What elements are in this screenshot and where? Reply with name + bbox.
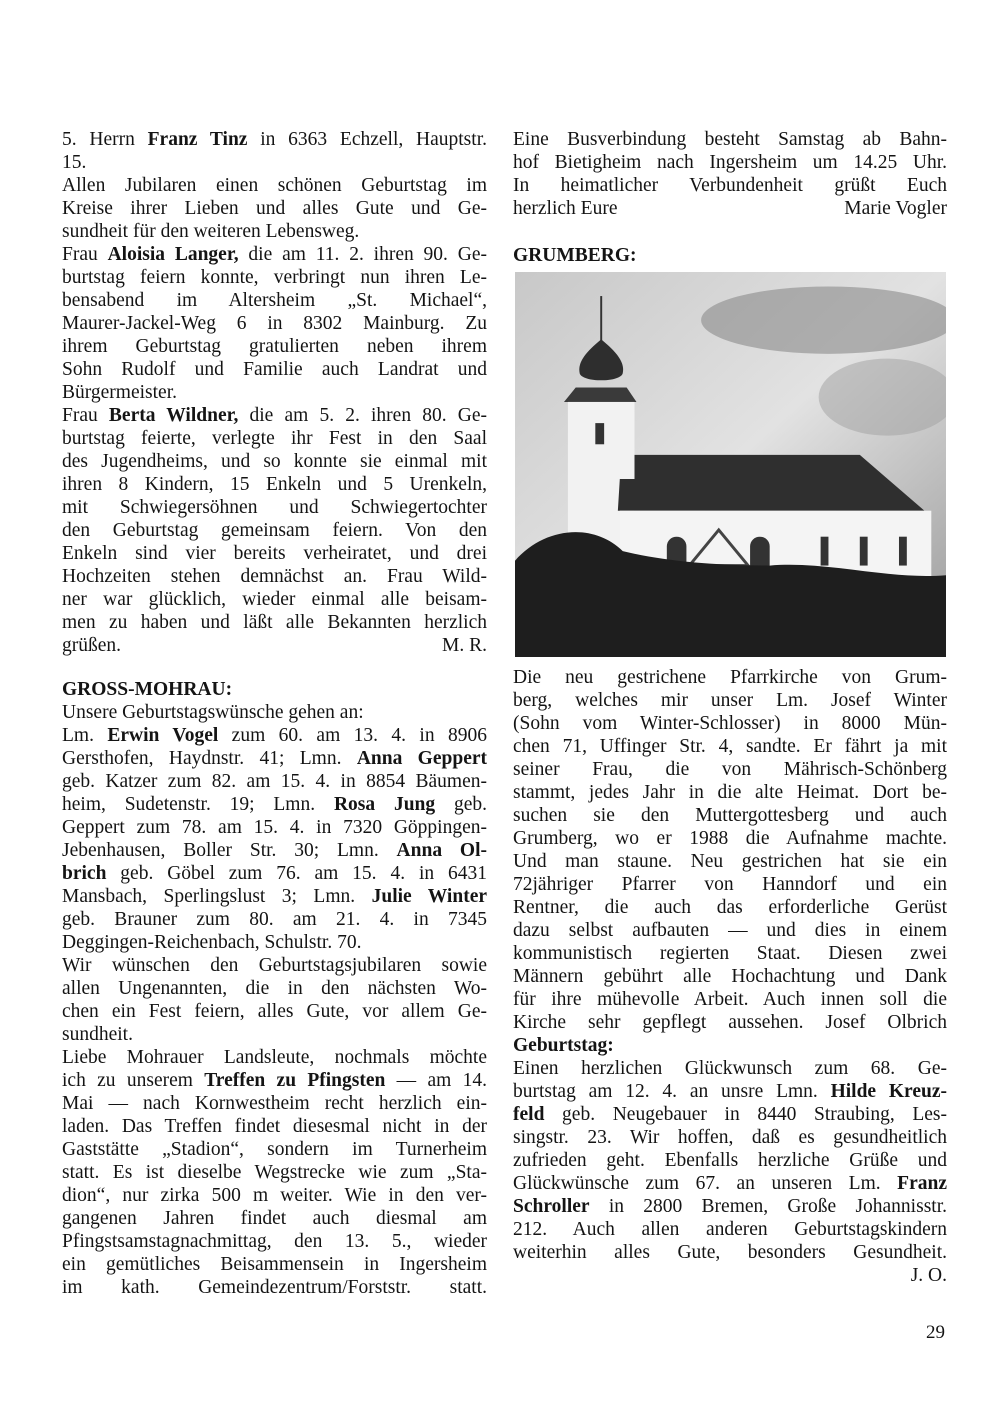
section-heading-grumberg: GRUMBERG: — [513, 245, 637, 266]
text: Enkeln sind vier bereits verheiratet, und drei — [62, 543, 487, 564]
text-line — [62, 358, 487, 381]
text-line — [62, 1046, 487, 1069]
text-line — [513, 666, 947, 689]
paragraph — [62, 174, 487, 243]
bold-name: Hilde Kreuz- — [830, 1081, 947, 1102]
text: seiner Frau, die von Mährisch-Schönberg — [513, 759, 947, 780]
text-line — [62, 1184, 487, 1207]
text: Einen herzlichen Glückwunsch zum 68. Ge- — [513, 1058, 947, 1079]
text: Und man staune. Neu gestrichen hat sie ein — [513, 851, 947, 872]
section-heading-gross-mohrau: GROSS-MOHRAU: — [62, 679, 233, 700]
text-line — [513, 1103, 947, 1126]
text-line — [513, 1195, 947, 1218]
text: Bürgermeister. — [62, 382, 177, 403]
church-photo — [515, 272, 946, 657]
text: Lm. — [62, 725, 108, 746]
text: Frau — [62, 405, 109, 426]
text: 72jähriger Pfarrer von Hanndorf und ein — [513, 874, 947, 895]
text-line — [62, 634, 487, 657]
text: Deggingen-Reichenbach, Schulstr. 70. — [62, 932, 362, 953]
paragraph — [62, 128, 487, 174]
text: burtstag am 12. 4. an unsre Lmn. — [513, 1081, 831, 1102]
text-line — [62, 151, 487, 174]
text-line — [62, 1000, 487, 1023]
text-line — [62, 335, 487, 358]
text-line — [513, 781, 947, 804]
text: Unsere Geburtstagswünsche gehen an: — [62, 702, 364, 723]
paragraph — [513, 1057, 947, 1287]
text: Rentner, die auch das erforderliche Gerüst — [513, 897, 947, 918]
text: zum 60. am 13. 4. in 8906 — [218, 725, 487, 746]
text-line — [62, 197, 487, 220]
text: dazu selbst aufbauten — und dies in einem — [513, 920, 947, 941]
text-line — [62, 427, 487, 450]
text: burtstag feiern konnte, verbringt nun ihren Le- — [62, 267, 487, 288]
text: allen Ungenannten, die in den nächsten Wo- — [62, 978, 487, 999]
article-birthdays-continued — [62, 128, 487, 657]
paragraph — [513, 666, 947, 1034]
text: — am 14. — [385, 1070, 488, 1091]
text: Gersthofen, Haydnstr. 41; Lmn. — [62, 748, 357, 769]
paragraph — [62, 1046, 487, 1299]
section-gross-mohrau — [62, 678, 487, 1299]
bold-name: Rosa Jung — [333, 794, 436, 815]
text: geb. — [435, 794, 488, 815]
text: grüßen. — [62, 635, 122, 656]
text: chen 71, Uffinger Str. 4, sandte. Er fährt ja mit — [513, 736, 947, 757]
text-line — [62, 404, 487, 427]
bold-name: brich — [62, 863, 107, 884]
text: geb. Neugebauer in 8440 Straubing, Les- — [544, 1104, 947, 1125]
text: ein gemütliches Beisammensein in Ingersheim — [62, 1254, 487, 1275]
text-line — [513, 1126, 947, 1149]
bold-name: Erwin Vogel — [107, 725, 219, 746]
text-line — [513, 873, 947, 896]
text-line — [62, 1138, 487, 1161]
text: des Jugendheims, und so konnte sie einmal mit — [62, 451, 487, 472]
text-line — [513, 1264, 947, 1287]
text: in 6363 Echzell, Hauptstr. — [247, 129, 487, 150]
text: herzlich Eure — [513, 198, 618, 219]
grumberg-caption-and-birthdays — [513, 666, 947, 1287]
text-line — [513, 1218, 947, 1241]
text: ner war glücklich, wieder einmal alle beisam- — [62, 589, 487, 610]
text-line — [62, 1207, 487, 1230]
page-number: 29 — [926, 1322, 945, 1343]
signature: Marie Vogler — [844, 198, 947, 219]
text: 5. Herrn — [62, 129, 148, 150]
paragraph — [62, 404, 487, 657]
text: In heimatlicher Verbundenheit grüßt Euch — [513, 175, 947, 196]
text: die am 5. 2. ihren 80. Ge- — [238, 405, 487, 426]
text: gangenen Jahren findet auch diesmal am — [62, 1208, 487, 1229]
text-line — [513, 689, 947, 712]
text-line — [513, 1172, 947, 1195]
text-line — [513, 1034, 947, 1057]
text-line — [513, 1241, 947, 1264]
text-line — [513, 1080, 947, 1103]
text-line — [62, 1276, 487, 1299]
text-line — [62, 1023, 487, 1046]
text: Die neu gestrichene Pfarrkirche von Grum- — [513, 667, 947, 688]
bold-name: Franz — [897, 1173, 947, 1194]
cloud — [701, 286, 946, 353]
text: burtstag feierte, verlegte ihr Fest in den Saal — [62, 428, 487, 449]
text-line — [62, 473, 487, 496]
text: Mansbach, Sperlingslust 3; Lmn. — [62, 886, 372, 907]
signature: M. R. — [442, 635, 487, 656]
paragraph — [62, 954, 487, 1046]
bold-name: Aloisia Langer, — [107, 244, 239, 265]
bold-name: Anna Ol- — [396, 840, 487, 861]
text-line — [62, 701, 487, 724]
text-line — [513, 1057, 947, 1080]
text: Kirche sehr gepflegt aussehen. Josef Olbrich — [513, 1012, 947, 1033]
text-line — [62, 770, 487, 793]
text: chen ein Fest feiern, alles Gute, vor allem Ge- — [62, 1001, 487, 1022]
text-line — [62, 931, 487, 954]
text-line — [62, 588, 487, 611]
text-line — [62, 793, 487, 816]
text-line — [513, 942, 947, 965]
text: sundheit für den weiteren Lebensweg. — [62, 221, 360, 242]
paragraph — [62, 701, 487, 724]
text-line — [62, 174, 487, 197]
text-line — [513, 850, 947, 873]
bold-name: Berta Wildner, — [108, 405, 239, 426]
text-line — [62, 542, 487, 565]
text: sundheit. — [62, 1024, 133, 1045]
text: dion“, nur zirka 500 m weiter. Wie in den ver- — [62, 1185, 487, 1206]
gross-mohrau-body — [62, 701, 487, 1299]
text: Hochzeiten stehen demnächst an. Frau Wild- — [62, 566, 487, 587]
text-line — [62, 1230, 487, 1253]
text: Sohn Rudolf und Familie auch Landrat und — [62, 359, 487, 380]
text: berg, welches mir unser Lm. Josef Winter — [513, 690, 947, 711]
text-line — [62, 885, 487, 908]
bus-connection-paragraph — [513, 128, 947, 220]
text: hof Bietigheim nach Ingersheim um 14.25 Uhr. — [513, 152, 947, 173]
text: Liebe Mohrauer Landsleute, nochmals möchte — [62, 1047, 487, 1068]
signature: J. O. — [910, 1265, 947, 1286]
text: Allen Jubilaren einen schönen Geburtstag im — [62, 175, 487, 196]
text-line — [62, 611, 487, 634]
text: Mai — nach Kornwestheim recht herzlich ein- — [62, 1093, 487, 1114]
text-line — [62, 289, 487, 312]
bold-name: Schroller — [513, 1196, 590, 1217]
text: Maurer-Jackel-Weg 6 in 8302 Mainburg. Zu — [62, 313, 487, 334]
bold-name: Anna Geppert — [356, 748, 487, 769]
text: 212. Auch allen anderen Geburtstagskindern — [513, 1219, 947, 1240]
text-line — [513, 1011, 947, 1034]
text-line — [513, 988, 947, 1011]
text-line — [62, 1161, 487, 1184]
text-line — [62, 266, 487, 289]
text: für ihre mühevolle Arbeit. Auch innen soll die — [513, 989, 947, 1010]
text-line — [62, 450, 487, 473]
text-line — [513, 197, 947, 220]
text-line — [62, 312, 487, 335]
text-line — [62, 862, 487, 885]
text-line — [513, 735, 947, 758]
text: ihrem Geburtstag gratulierten neben ihrem — [62, 336, 487, 357]
text: ihren 8 Kindern, 15 Enkeln und 5 Urenkeln, — [62, 474, 487, 495]
text: (Sohn vom Winter-Schlosser) in 8000 Mün- — [513, 713, 947, 734]
text: singstr. 23. Wir hoffen, daß es gesundheitlich — [513, 1127, 947, 1148]
text: zufrieden geht. Ebenfalls herzliche Grüße und — [513, 1150, 947, 1171]
text: den Geburtstag gemeinsam feiern. Von den — [62, 520, 487, 541]
text-line — [62, 381, 487, 404]
paragraph — [62, 243, 487, 404]
text-line — [513, 174, 947, 197]
bold-name: Franz Tinz — [147, 129, 248, 150]
section-grumberg — [513, 244, 947, 267]
text-line — [62, 816, 487, 839]
text-line — [513, 151, 947, 174]
text-line — [62, 954, 487, 977]
text-line — [62, 1069, 487, 1092]
section-grumberg-text — [513, 666, 947, 1287]
text-line — [62, 1115, 487, 1138]
text: Pfingstsamstagnachmittag, den 13. 5., wieder — [62, 1231, 487, 1252]
text: mit Schwiegersöhnen und Schwiegertochter — [62, 497, 487, 518]
text-line — [62, 128, 487, 151]
text: kommunistisch regierten Staat. Diesen zwei — [513, 943, 947, 964]
text: Gaststätte „Stadion“, sondern im Turnerheim — [62, 1139, 487, 1160]
text-line — [62, 977, 487, 1000]
text: stammt, jedes Jahr in die alte Heimat. Dort be- — [513, 782, 947, 803]
paragraph — [62, 724, 487, 954]
text: Jebenhausen, Boller Str. 30; Lmn. — [62, 840, 397, 861]
text-line — [513, 1149, 947, 1172]
text: heim, Sudetenstr. 19; Lmn. — [62, 794, 334, 815]
text: statt. Es ist dieselbe Wegstrecke wie zum „Sta- — [62, 1162, 487, 1183]
text: Wir wünschen den Geburtstagsjubilaren sowie — [62, 955, 487, 976]
text: geb. Göbel zum 76. am 15. 4. in 6431 — [106, 863, 487, 884]
text-line — [62, 519, 487, 542]
bold-name: Geburtstag: — [513, 1035, 614, 1056]
text: Grumberg, wo er 1988 die Aufnahme machte. — [513, 828, 947, 849]
text-line — [62, 243, 487, 266]
text: die am 11. 2. ihren 90. Ge- — [238, 244, 487, 265]
bold-name: feld — [513, 1104, 545, 1125]
text-line — [513, 128, 947, 151]
text: laden. Das Treffen findet diesesmal nicht in der — [62, 1116, 487, 1137]
text-line — [513, 758, 947, 781]
text-line — [62, 724, 487, 747]
text: im kath. Gemeindezentrum/Forststr. statt. — [62, 1277, 487, 1298]
text-line — [513, 896, 947, 919]
text: Eine Busverbindung besteht Samstag ab Bahn- — [513, 129, 947, 150]
text-line — [62, 1253, 487, 1276]
text: ich zu unserem — [62, 1070, 205, 1091]
bold-name: Julie Winter — [371, 886, 488, 907]
bold-name: Treffen zu Pfingsten — [204, 1070, 386, 1091]
text: in 2800 Bremen, Große Johannisstr. — [589, 1196, 947, 1217]
text: 15. — [62, 152, 87, 173]
text-line — [62, 565, 487, 588]
text-line — [513, 804, 947, 827]
text: Geppert zum 78. am 15. 4. in 7320 Göppingen- — [62, 817, 487, 838]
text: geb. Katzer zum 82. am 15. 4. in 8854 Bäumen- — [62, 771, 487, 792]
text-line — [62, 908, 487, 931]
text: Kreise ihrer Lieben und alles Gute und Ge- — [62, 198, 487, 219]
paragraph — [513, 128, 947, 220]
text-line — [62, 220, 487, 243]
text: men zu haben und läßt alle Bekannten herzlich — [62, 612, 487, 633]
text-line — [62, 839, 487, 862]
text-line — [62, 496, 487, 519]
text: bensabend im Altersheim „St. Michael“, — [62, 290, 487, 311]
text: Frau — [62, 244, 108, 265]
text: suchen sie den Muttergottesberg und auch — [513, 805, 947, 826]
text-line — [513, 965, 947, 988]
text: geb. Brauner zum 80. am 21. 4. in 7345 — [62, 909, 487, 930]
text-line — [62, 747, 487, 770]
text-line — [513, 919, 947, 942]
text-line — [513, 712, 947, 735]
text: Glückwünsche zum 67. an unseren Lm. — [513, 1173, 898, 1194]
text-line — [513, 827, 947, 850]
text: weiterhin alles Gute, besonders Gesundheit. — [513, 1242, 947, 1263]
paragraph — [513, 1034, 947, 1057]
text-line — [62, 1092, 487, 1115]
text: Männern gebührt alle Hochachtung und Dank — [513, 966, 947, 987]
